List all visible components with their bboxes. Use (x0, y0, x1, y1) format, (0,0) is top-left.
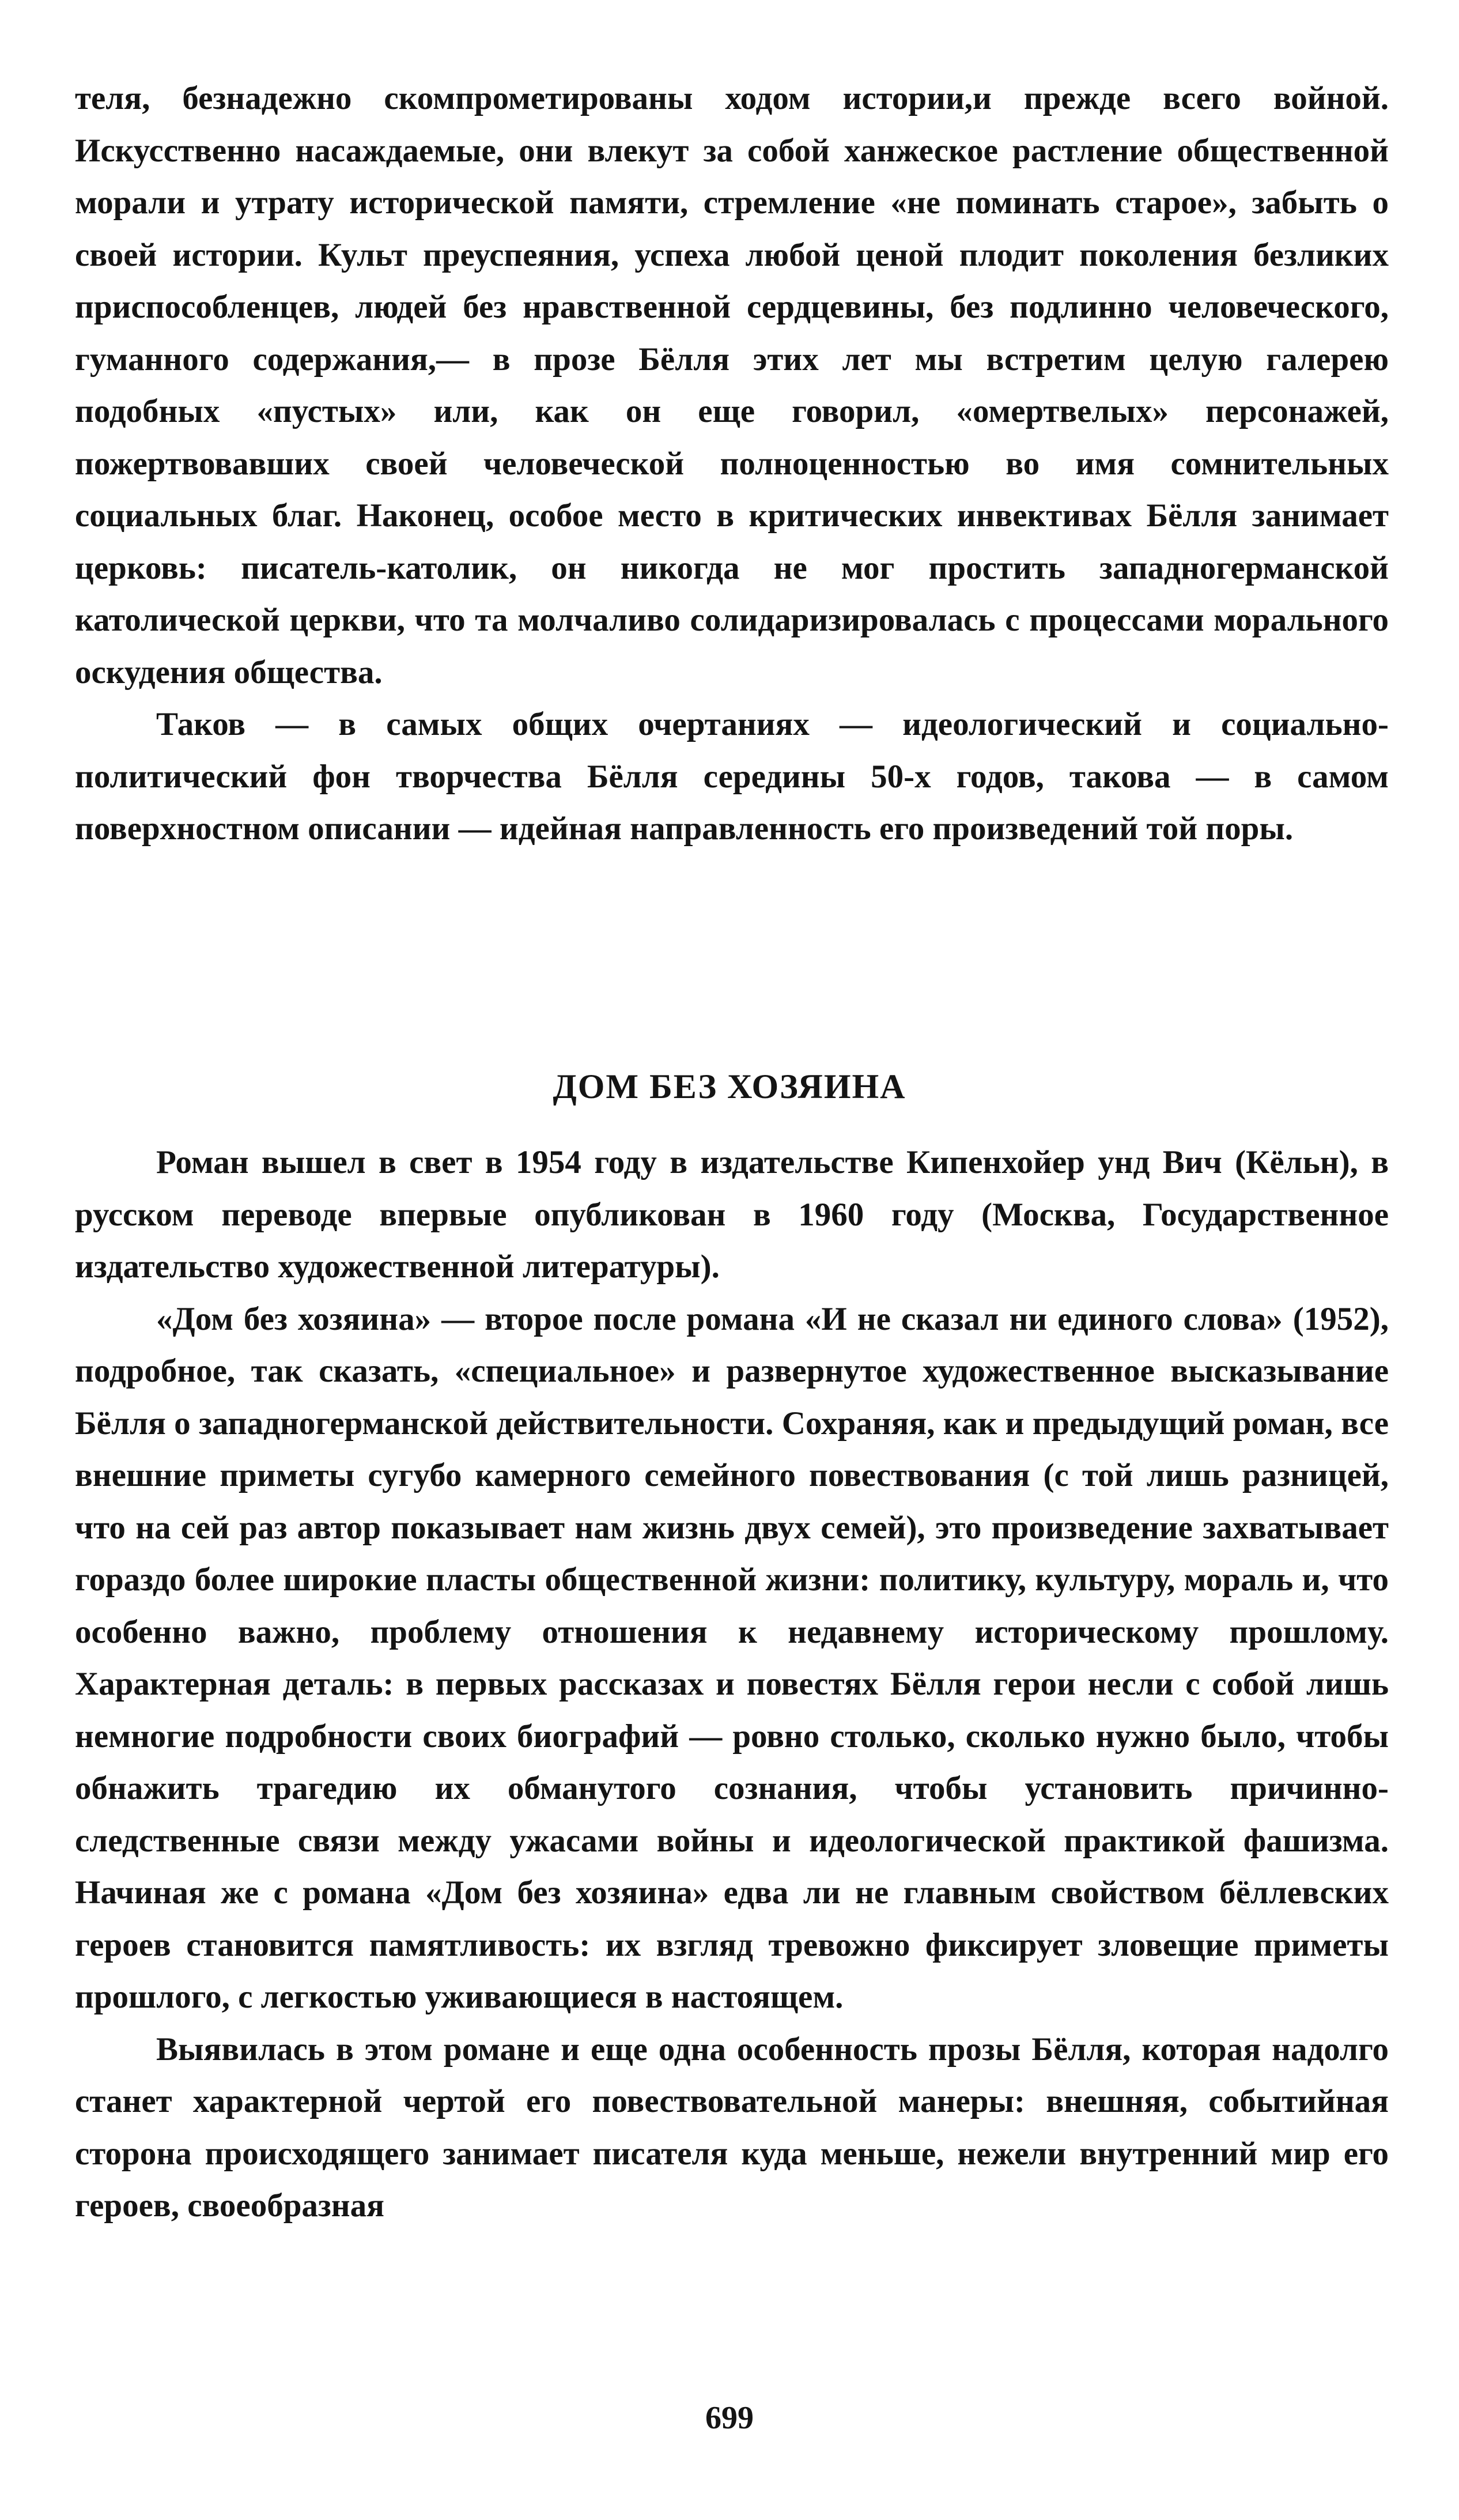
paragraph: «Дом без хозяина» — второе после романа «И не сказал ни единого слова» (1952), подробное, так сказать, «специальное» и развернутое художественное высказывание Бёлля о западногерманской действительности. Сохраняя, как и предыдущий роман, все внешние приметы сугубо камерного семейного повествования (с той лишь разницей, что на сей раз автор показывает нам жизнь двух семей), это произведение захватывает гораздо более широкие пласты общественной жизни: политику, культуру, мораль и, что особенно важно, проблему отношения к недавнему историческому прошлому. Характерная деталь: в первых рассказах и повестях Бёлля герои несли с собой лишь немногие подробности своих биографий — ровно столько, сколько нужно было, чтобы обнажить трагедию их обманутого сознания, чтобы установить причинно-следственные связи между ужасами войны и идеологической практикой фашизма. Начиная же с романа «Дом без хозяина» едва ли не главным свойством бёллевских героев становится памятливость: их взгляд тревожно фиксирует зловещие приметы прошлого, с легкостью уживающиеся в настоящем. (75, 1300, 1389, 2015)
page-number: 699 (705, 2400, 754, 2436)
paragraph: Роман вышел в свет в 1954 году в издательстве Кипенхойер унд Вич (Кёльн), в русском переводе впервые опубликован в 1960 году (Москва, Государственное издательство художественной литературы). (75, 1144, 1389, 1285)
paragraph: теля, безнадежно скомпрометированы ходом истории,и прежде всего войной. Искусственно насаждаемые, они влекут за собой ханжеское растление общественной морали и утрату исторической памяти, стремление «не поминать старое», забыть о своей истории. Культ преуспеяния, успеха любой ценой плодит поколения безликих приспособленцев, людей без нравственной сердцевины, без подлинно человеческого, гуманного содержания,— в прозе Бёлля этих лет мы встретим целую галерею подобных «пустых» или, как он еще говорил, «омертвелых» персонажей, пожертвовавших своей человеческой полноценностью во имя сомнительных социальных благ. Наконец, особое место в критических инвективах Бёлля занимает церковь: писатель-католик, он никогда не мог простить западногерманской католической церкви, что та молчаливо солидаризировалась с процессами морального оскудения общества. (75, 80, 1389, 691)
text-block-top (75, 73, 1389, 855)
text-block-bottom (75, 1137, 1389, 2232)
paragraph: Таков — в самых общих очертаниях — идеологический и социально-политический фон творчества Бёлля середины 50-х годов, такова — в самом поверхностном описании — идейная направленность его произведений той поры. (75, 706, 1389, 847)
section-heading: ДОМ БЕЗ ХОЗЯИНА (553, 1067, 906, 1106)
paragraph: Выявилась в этом романе и еще одна особенность прозы Бёлля, которая надолго станет характерной чертой его повествовательной манеры: внешняя, событийная сторона происходящего занимает писателя куда меньше, нежели внутренний мир его героев, своеобразная (75, 2031, 1389, 2224)
